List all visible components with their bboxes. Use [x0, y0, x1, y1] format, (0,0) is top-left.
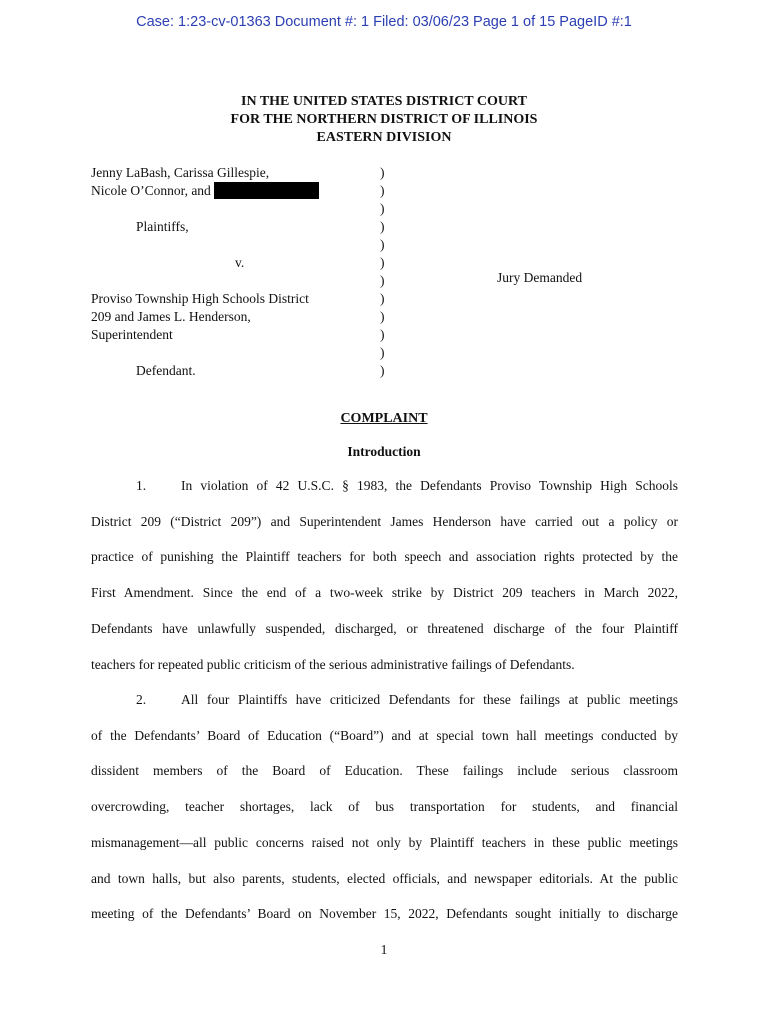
- plaintiffs-names: Jenny LaBash, Carissa Gillespie,: [91, 165, 270, 180]
- document-title: COMPLAINT: [340, 411, 428, 426]
- paragraph-line: practice of punishing the Plaintiff teachers for both speech and association rights protected by the: [91, 549, 678, 565]
- court-heading: [0, 93, 768, 147]
- jury-demanded-label: Jury Demanded: [497, 270, 583, 285]
- defendants-names: Proviso Township High Schools District: [91, 291, 309, 306]
- defendants-names: Superintendent: [91, 327, 173, 342]
- court-heading-line: EASTERN DIVISION: [316, 130, 452, 145]
- defendant-label: Defendant.: [136, 363, 196, 378]
- court-heading-line: IN THE UNITED STATES DISTRICT COURT: [241, 94, 527, 109]
- caption-parentheses: ) ) ) ) ) ) ) ) ) ) ) ): [380, 165, 385, 378]
- paragraph-2: [91, 682, 678, 932]
- defendants-names: 209 and James L. Henderson,: [91, 309, 251, 324]
- paragraph-line: and town halls, but also parents, students, elected officials, and newspaper editorials. At the public: [91, 870, 678, 886]
- paragraph-line: mismanagement—all public concerns raised not only by Plaintiff teachers in these public meetings: [91, 834, 678, 850]
- case-caption-parties: [91, 164, 361, 380]
- paragraph-line: teachers for repeated public criticism of the serious administrative failings of Defendants.: [91, 656, 575, 672]
- section-heading: Introduction: [347, 444, 421, 459]
- paragraph-line: meeting of the Defendants’ Board on November 15, 2022, Defendants sought initially to discharge: [91, 906, 678, 922]
- paragraph-line: Defendants have unlawfully suspended, discharged, or threatened discharge of the four Plaintiff: [91, 620, 678, 636]
- redaction-block: [214, 182, 319, 199]
- paragraph-line: dissident members of the Board of Education. These failings include serious classroom: [91, 763, 678, 779]
- paragraph-line: District 209 (“District 209”) and Superintendent James Henderson have carried out a policy or: [91, 513, 678, 529]
- versus-label: v.: [235, 255, 245, 270]
- paragraph-line: overcrowding, teacher shortages, lack of bus transportation for students, and financial: [91, 799, 678, 815]
- plaintiffs-names-text: Nicole O’Connor, and: [91, 183, 211, 198]
- paragraph-1: [91, 468, 678, 682]
- paragraph-line: First Amendment. Since the end of a two-week strike by District 209 teachers in March 2022,: [91, 585, 678, 601]
- case-header-stamp: Case: 1:23-cv-01363 Document #: 1 Filed: 03/06/23 Page 1 of 15 PageID #:1: [136, 14, 632, 30]
- paragraph-number: 1.: [136, 478, 147, 493]
- plaintiffs-names: [91, 182, 361, 200]
- plaintiffs-label: Plaintiffs,: [136, 219, 189, 234]
- paragraph-line: 1. In violation of 42 U.S.C. § 1983, the Defendants Proviso Township High Schools: [91, 468, 678, 504]
- paragraph-line: of the Defendants’ Board of Education (“Board”) and at special town hall meetings conducted by: [91, 727, 678, 743]
- court-heading-line: FOR THE NORTHERN DISTRICT OF ILLINOIS: [230, 112, 538, 127]
- paragraph-line: 2. All four Plaintiffs have criticized Defendants for these failings at public meetings: [91, 682, 678, 718]
- page-number: 1: [380, 942, 388, 957]
- paragraph-number: 2.: [136, 692, 147, 707]
